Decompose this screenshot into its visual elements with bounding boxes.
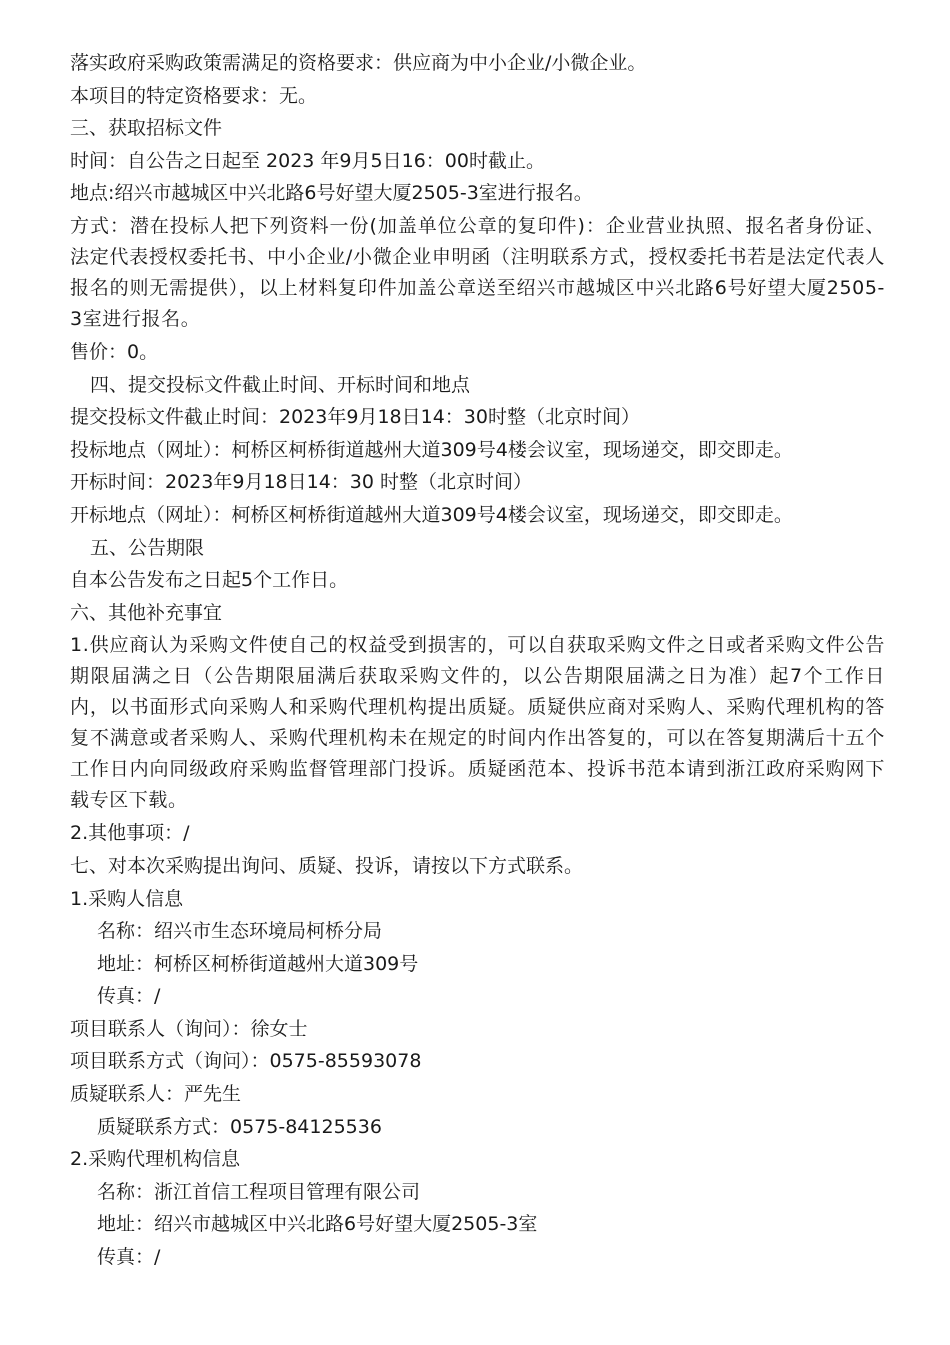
section5-text: 自本公告发布之日起5个工作日。 [70,569,349,592]
section3-price: 售价：0。 [70,340,159,363]
policy-requirement: 落实政府采购政策需满足的资格要求：供应商为中小企业/小微企业。 [70,52,647,74]
agency-address: 地址：绍兴市越城区中兴北路6号好望大厦2505-3室 [97,1213,538,1236]
section3-location: 地点:绍兴市越城区中兴北路6号好望大厦2505-3室进行报名。 [70,182,593,205]
purchaser-query-phone: 质疑联系方式：0575-84125536 [97,1115,382,1138]
purchaser-name: 名称：绍兴市生态环境局柯桥分局 [97,920,383,943]
section3-method: 方式：潜在投标人把下列资料一份(加盖单位公章的复印件)：企业营业执照、报名者身份证、法定代表授权委托书、中小企业/小微企业申明函（注明联系方式，授权委托书若是法定代表人报名的则无需提供），以上材料复印件加盖公章送至绍兴市越城区中兴北路6号好望大厦2505-3室进行报名。 [70,214,885,330]
special-requirement: 本项目的特定资格要求：无。 [70,84,318,107]
purchaser-contact: 项目联系人（询问）：徐女士 [70,1017,308,1040]
section4-bid-location: 投标地点（网址）：柯桥区柯桥街道越州大道309号4楼会议室，现场递交，即交即走。 [70,438,793,461]
section3-heading: 三、获取招标文件 [70,117,223,140]
section4-heading: 四、提交投标文件截止时间、开标时间和地点 [90,373,471,396]
section6-heading: 六、其他补充事宜 [70,601,223,624]
agency-fax: 传真：/ [97,1246,161,1269]
section5-heading: 五、公告期限 [90,536,205,559]
purchaser-fax: 传真：/ [97,985,161,1008]
purchaser-heading: 1.采购人信息 [70,887,184,910]
section6-item1: 1.供应商认为采购文件使自己的权益受到损害的，可以自获取采购文件之日或者采购文件公告期限届满之日（公告期限届满后获取采购文件的，以公告期限届满之日为准）起7个工作日内，以书面形式向采购人和采购代理机构提出质疑。质疑供应商对采购人、采购代理机构的答复不满意或者采购人、采购代理机构未在规定的时间内作出答复的，可以在答复期满后十五个工作日内向同级政府采购监督管理部门投诉。质疑函范本、投诉书范本请到浙江政府采购网下载专区下载。 [70,634,885,812]
section7-heading: 七、对本次采购提出询问、质疑、投诉，请按以下方式联系。 [70,854,584,877]
agency-heading: 2.采购代理机构信息 [70,1148,241,1171]
agency-name: 名称：浙江首信工程项目管理有限公司 [97,1180,421,1203]
section4-deadline: 提交投标文件截止时间：2023年9月18日14：30时整（北京时间） [70,406,640,429]
purchaser-address: 地址：柯桥区柯桥街道越州大道309号 [97,952,419,975]
section4-opening-location: 开标地点（网址）：柯桥区柯桥街道越州大道309号4楼会议室，现场递交，即交即走。 [70,503,793,526]
section3-time: 时间：自公告之日起至 2023 年9月5日16：00时截止。 [70,149,545,172]
document-page [70,47,885,1274]
section4-opening-time: 开标时间：2023年9月18日14：30 时整（北京时间） [70,471,533,494]
section6-item2: 2.其他事项：/ [70,822,190,845]
purchaser-query-contact: 质疑联系人：严先生 [70,1083,242,1106]
purchaser-phone: 项目联系方式（询问）：0575-85593078 [70,1050,422,1073]
